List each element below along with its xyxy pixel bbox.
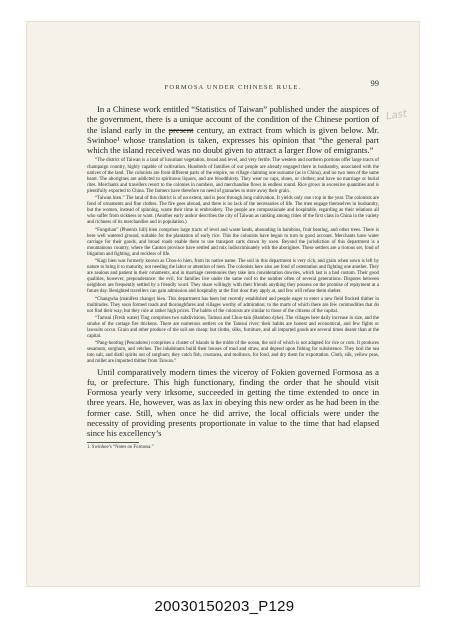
intro-text-end: century, an extract from which is given below. Mr. Swinhoe¹ whose translation is taken, expresses his opinion that “the general part which the island received was no doubt given to attract a larger flow of emigrants.” [87, 124, 379, 156]
quote-paragraph: “Fungshan” (Phoenix hill) hien comprises large tracts of level and waste lands, abounding in bamboos, fruit bearing, and other trees. There is here well watered ground, suitable for the plantation of early rice. This the colonists have begun to turn to good account. Merchants have water carriage for their goods, and broad roads enable them to use transport carts drawn by oxen. Beyond the jurisdiction of this department is a mountainous country, where the Canton province have settled and mix indiscriminately with the aborigines. These settlers are a riotous set, fond of litigation and fighting, and reckless of life. [87, 227, 379, 257]
quote-paragraph: “The district of Taiwan is a land of luxuriant vegetation, broad and level, and very fertile. The western and northern portions offer large tracts of champaign country, highly capable of cultivation. Hundreds of families of our people are already engaged there in husbandry, associated with the natives of the land. The colonists are from different parts of the empire, no village claiming one surname (as in China), and no two men of the same heart. The aborigines are addicted to spirituous liquors, and are bloodthirsty. They wear no caps, shoes, or clothes; and have no marriage or burial rites. Merchants and travellers resort to the colonies in numbers, and merchandise flows in endless round. Rice grows in excessive quantities and is plentifully exported to China. The farmers have therefore no need of granaries to store away their grain. [87, 158, 379, 194]
quote-paragraph: “Tamsui (Fresh water) Ting comprises two subdivisions, Tamsui and Chuo-tain (Bamboo dyke). The villages here daily increase in size, and the smoke of the cottage fire thickens. There are numerous settlers on the Tamsui river; their habits are honest and economical, and few fights or lawsuits occur. Grain and other produce of the soil are cheap; but cloths, silks, furniture, and all imported goods are several times dearer than at the capital. [87, 315, 379, 340]
image-caption: 20030150203_P129 [154, 598, 295, 615]
footnote-rule [87, 442, 139, 443]
handwritten-annotation: Last [385, 108, 408, 123]
intro-text-start: In a Chinese work entitled “Statistics of Taiwan” published under the auspices of the government, there is a unique account of the condition of the Chinese portion of the island early in the [87, 104, 379, 135]
struck-word: present [168, 124, 194, 135]
conclusion-paragraph: Until comparatively modern times the viceroy of Fokien governed Formosa as a fu, or prefecture. This high functionary, finding the order that he should visit Formosa yearly very irksome, succeeded in getting the time extended to once in three years. He, however, was as lax in obeying this new order as he had been in the former case. Still, when once he did arrive, the local officials were under the necessity of providing presents proportionate in value to the time that had elapsed since his excellency’s [87, 366, 379, 439]
page-header [87, 78, 379, 94]
footnote: 1. Swinhoe’s “Notes on Formosa.” [87, 444, 154, 450]
quote-paragraph: “Pang-hooting (Pescadores) comprises a cluster of islands in the midst of the ocean, the soil of which is not adapted for rice or corn. It produces sesamum, sorghum, and vetches. The inhabitants build their houses of mud and straw, and depend upon fishing for subsistence. They boil the sea into salt, and distil spirits out of sorghum; they catch fish, crustacea, and molluscs, for food, and dry them for exportation. Cloth, silk, yellow peas, and millet are imported thither from Taiwan.” [87, 341, 379, 365]
page-number: 99 [370, 78, 379, 88]
quote-paragraph: “Changwha (manifest change) hien. This department has been but recently established and people eager to enter a new field flocked thither in multitudes. They soon formed roads and thoroughfares and villages worthy of admiration; to the marts of which there are few commodities that do not find their way, but they rule at rather high prices. The habits of the colonists are similar to those of the citizens of the capital. [87, 296, 379, 314]
quote-paragraph: “Kagi hien was formerly known as Chou-lo hien, from its native name. The soil in this department is very rich, and grain when sown is left by nature to bring it to maturity, not needing the labor or attention of men. The colonists here also are fond of ostentation and fighting one another. They are zealous and patient in their ornaments, and in marriage ceremonies they take into consideration dowries, which last is a bad custom. Their good qualities, however, preponderance: the evil, for families live under the same roof to the number often of several generations. Disputes between neighbors are frequently settled by a friendly word. They share willingly with their friends anything they possess on the promise of repayment at a future day. Benighted travellers can gain admission and hospitality at the first door they apply at, and few will refuse them shelter. [87, 258, 379, 295]
running-head: FORMOSA UNDER CHINESE RULE. [164, 84, 302, 91]
intro-paragraph [87, 104, 379, 155]
quote-paragraph: “Taiwan hien.” The land of this district is of no extent, and is poor through long cultivation. It yields only one crop in the year. The colonists are fond of ornaments and fine clothes. The fire goes abroad, and there is no lack of the necessaries of life. The men engage themselves in husbandry, but the women, instead of spinning, waste their time in embroidery. The people are compassionate and hospitable, regarding as their relations all who suffer from sickness or want. (Another early author describes the city of Taiwan as ranking among cities of the first class in China in the variety and richness of its merchandise and in population.) [87, 196, 379, 226]
scanned-page [27, 22, 419, 586]
page-body [87, 104, 379, 451]
